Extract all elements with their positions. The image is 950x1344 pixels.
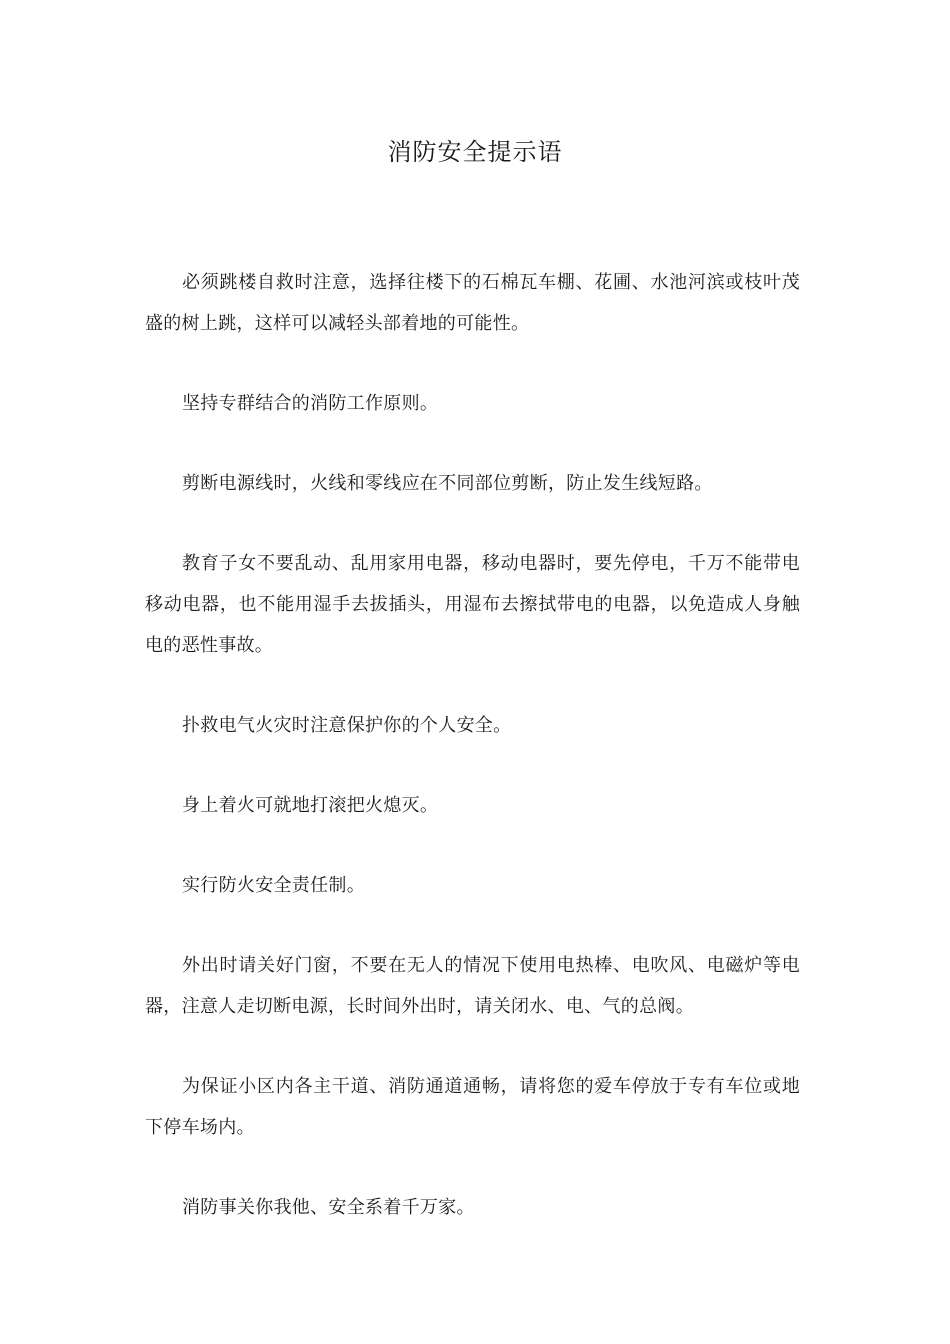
paragraph: 教育子女不要乱动、乱用家用电器，移动电器时，要先停电，千万不能带电移动电器，也不能用湿手去拔插头，用湿布去擦拭带电的电器，以免造成人身触电的恶性事故。 [145, 553, 800, 656]
paragraph: 必须跳楼自救时注意，选择往楼下的石棉瓦车棚、花圃、水池河滨或枝叶茂盛的树上跳，这样可以减轻头部着地的可能性。 [145, 272, 800, 334]
paragraph: 消防事关你我他、安全系着千万家。 [182, 1197, 475, 1218]
paragraph: 身上着火可就地打滚把火熄灭。 [182, 795, 439, 816]
paragraph: 实行防火安全责任制。 [182, 875, 365, 896]
paragraph: 为保证小区内各主干道、消防通道通畅，请将您的爱车停放于专有车位或地下停车场内。 [145, 1076, 800, 1138]
document-title: 消防安全提示语 [387, 138, 563, 166]
paragraph: 坚持专群结合的消防工作原则。 [182, 393, 439, 414]
paragraph: 外出时请关好门窗，不要在无人的情况下使用电热棒、电吹风、电磁炉等电器，注意人走切断电源，长时间外出时，请关闭水、电、气的总阀。 [145, 955, 800, 1017]
document-body [145, 262, 800, 1267]
paragraph: 扑救电气火灾时注意保护你的个人安全。 [182, 715, 512, 736]
paragraph: 剪断电源线时，火线和零线应在不同部位剪断，防止发生线短路。 [182, 473, 713, 494]
